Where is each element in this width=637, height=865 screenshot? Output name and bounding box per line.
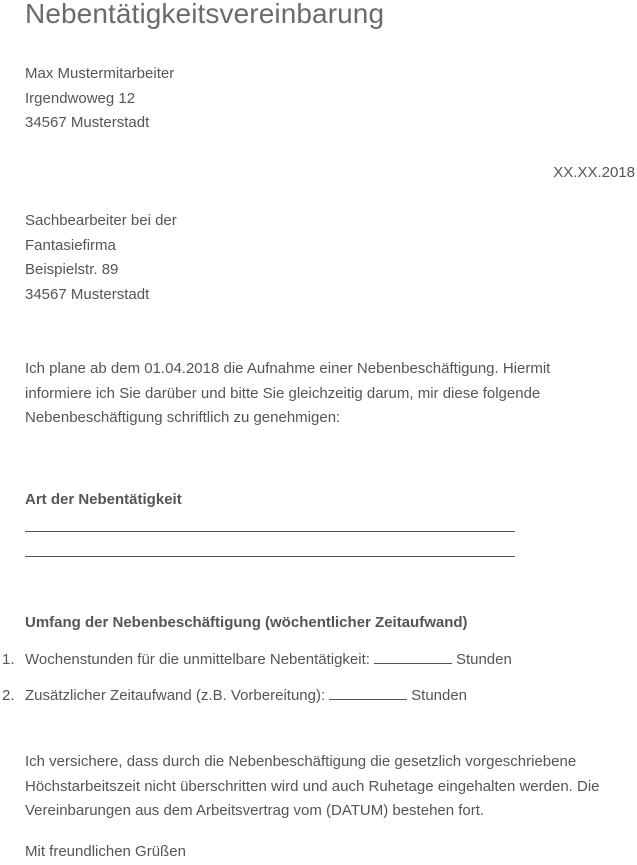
letter-date: XX.XX.2018 xyxy=(553,164,635,181)
sender-city: 34567 Musterstadt xyxy=(25,114,150,131)
list-number: 2. xyxy=(2,687,15,704)
recipient-line1: Sachbearbeiter bei der xyxy=(25,212,177,229)
recipient-city: 34567 Musterstadt xyxy=(25,285,150,303)
art-heading: Art der Nebentätigkeit xyxy=(25,491,182,508)
recipient-address xyxy=(25,209,177,307)
extra-time-blank-field[interactable] xyxy=(329,687,407,700)
art-fill-line-1[interactable] xyxy=(25,531,515,532)
list-item-label: Zusätzlicher Zeitaufwand (z.B. Vorbereitung): xyxy=(25,687,326,704)
recipient-street: Beispielstr. 89 xyxy=(25,261,119,278)
closing-paragraph xyxy=(25,750,600,824)
umfang-heading: Umfang der Nebenbeschäftigung (wöchentlicher Zeitaufwand) xyxy=(25,614,468,631)
list-item-unit: Stunden xyxy=(411,687,468,704)
sender-address xyxy=(25,62,174,136)
closing-line: Ich versichere, dass durch die Nebenbeschäftigung die gesetzlich vorgeschriebene xyxy=(25,753,577,770)
list-item-unit: Stunden xyxy=(455,651,512,668)
intro-line: Nebenbeschäftigung schriftlich zu genehmigen: xyxy=(25,409,341,426)
sender-street: Irgendwoweg 12 xyxy=(25,89,136,107)
list-number: 1. xyxy=(2,651,15,668)
hours-blank-field[interactable] xyxy=(374,651,452,664)
sender-name: Max Mustermitarbeiter xyxy=(25,65,175,82)
document-title: Nebentätigkeitsvereinbarung xyxy=(25,0,385,29)
intro-line: informiere ich Sie darüber und bitte Sie gleichzeitig darum, mir diese folgende xyxy=(25,384,541,402)
greeting: Mit freundlichen Grüßen xyxy=(25,843,186,860)
recipient-line2: Fantasiefirma xyxy=(25,236,116,254)
intro-line: Ich plane ab dem 01.04.2018 die Aufnahme einer Nebenbeschäftigung. Hiermit xyxy=(25,360,551,377)
intro-paragraph xyxy=(25,357,550,431)
closing-line: Höchstarbeitszeit nicht überschritten wird und auch Ruhetage eingehalten werden. Die xyxy=(25,777,600,795)
list-item-label: Wochenstunden für die unmittelbare Nebentätigkeit: xyxy=(25,651,370,668)
art-fill-line-2[interactable] xyxy=(25,556,515,557)
closing-line: Vereinbarungen aus dem Arbeitsvertrag vom (DATUM) bestehen fort. xyxy=(25,802,485,819)
